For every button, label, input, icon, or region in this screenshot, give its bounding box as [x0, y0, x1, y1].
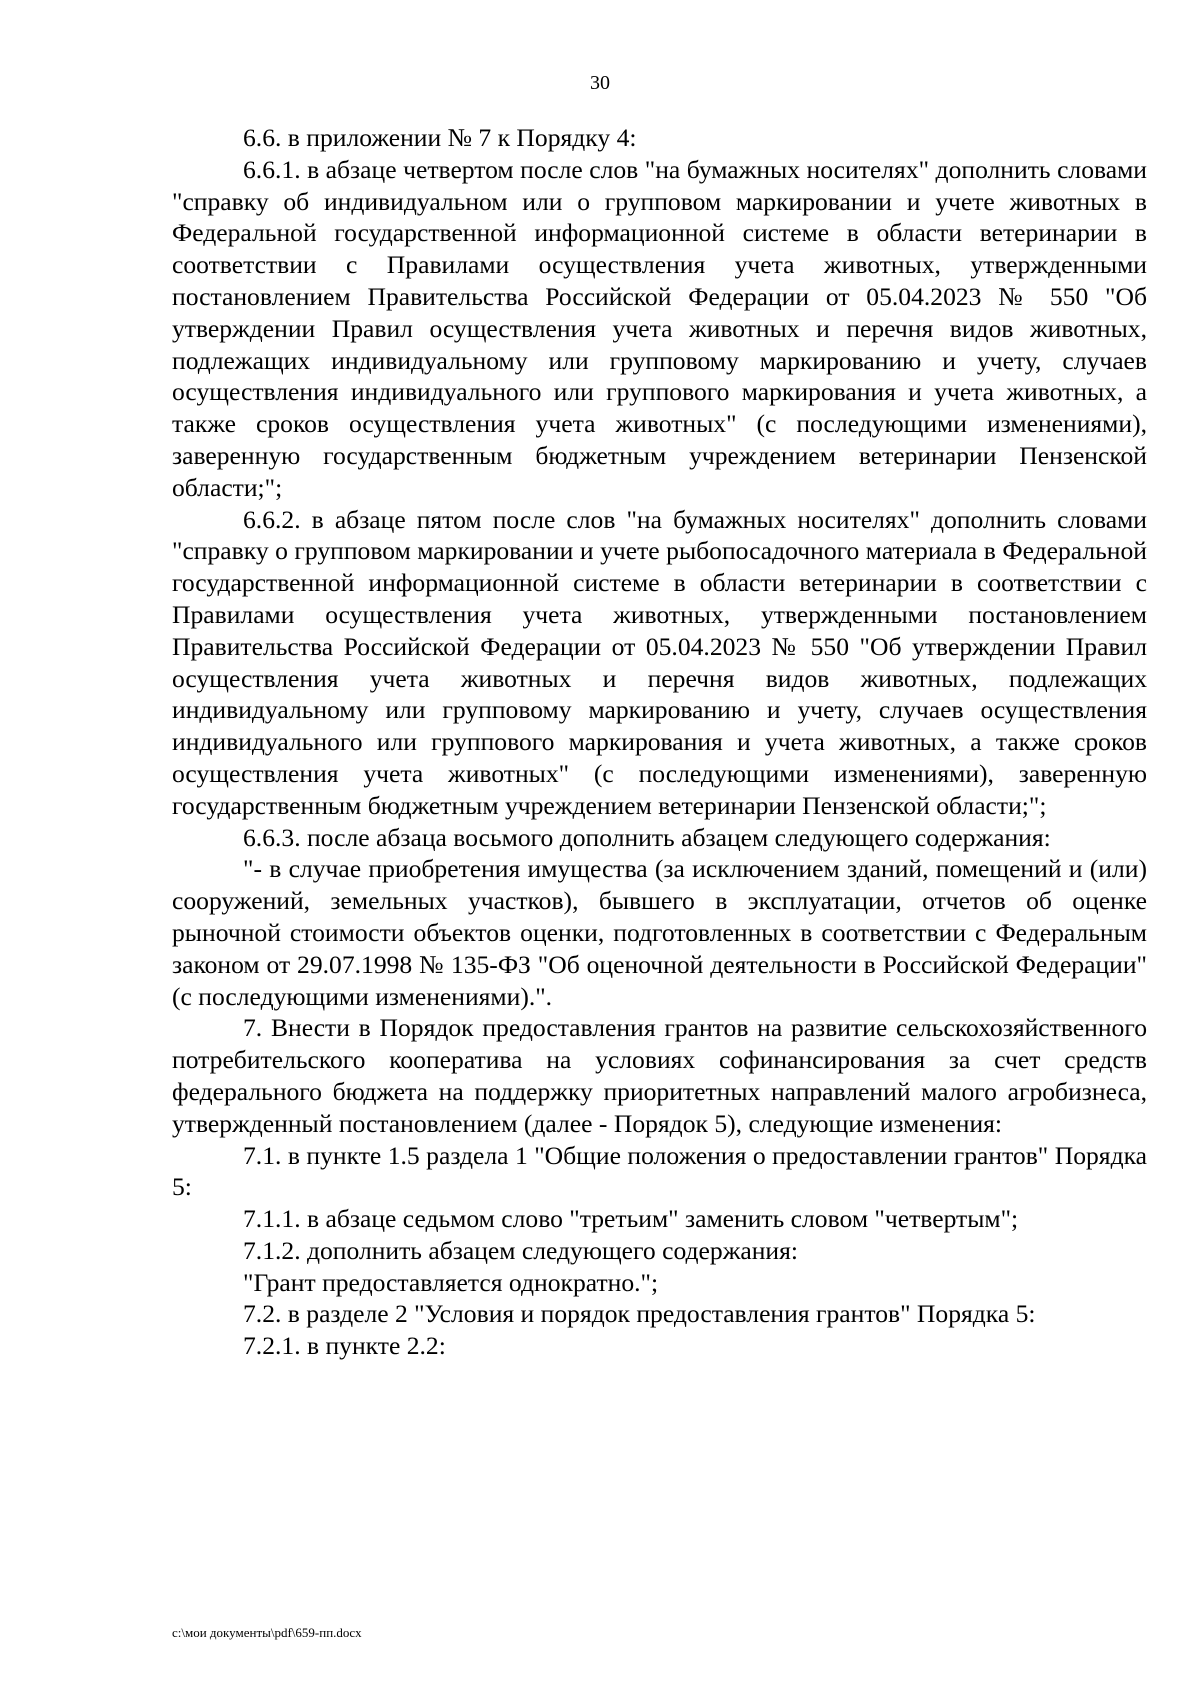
paragraph-6-6: 6.6. в приложении № 7 к Порядку 4:	[243, 123, 637, 152]
paragraph-7-2-1: 7.2.1. в пункте 2.2:	[243, 1331, 446, 1361]
document-body	[172, 122, 1147, 1362]
paragraph-6-6-3-insert: "- в случае приобретения имущества (за исключением зданий, помещений и (или) сооружений, земельных участков), бывшего в эксплуатации, отчетов об оценке рыночной стоимости объектов оценки, подготовленных в соответствии с Федеральным законом от 29.07.1998 № 135-ФЗ "Об оценочной деятельности в Российской Федерации" (с последующими изменениями).".	[172, 854, 1147, 1011]
paragraph-7: 7. Внести в Порядок предоставления грантов на развитие сельскохозяйственного потребительского кооператива на условиях софинансирования за счет средств федерального бюджета на поддержку приоритетных направлений малого агробизнеса, утвержденный постановлением (далее - Порядок 5), следующие изменения:	[172, 1013, 1147, 1138]
paragraph-6-6-3: 6.6.3. после абзаца восьмого дополнить абзацем следующего содержания:	[243, 822, 1051, 852]
paragraph-7-1-2: 7.1.2. дополнить абзацем следующего содержания:	[243, 1235, 799, 1265]
paragraph-7-1-2-insert: "Грант предоставляется однократно.";	[243, 1267, 659, 1297]
footer-file-path: c:\мои документы\pdf\659-пп.docx	[172, 1625, 362, 1640]
paragraph-6-6-1: 6.6.1. в абзаце четвертом после слов "на бумажных носителях" дополнить словами "справку об индивидуальном или о групповом маркировании и учете животных в Федеральной государственной информационной системе в области ветеринарии в соответствии с Правилами осуществления учета животных, утвержденными постановлением Правительства Российской Федерации от 05.04.2023 № 550 "Об утверждении Правил осуществления учета животных и перечня видов животных, подлежащих индивидуальному или групповому маркированию и учету, случаев осуществления индивидуального или группового маркирования и учета животных, а также сроков осуществления учета животных" (с последующими изменениями), заверенную государственным бюджетным учреждением ветеринарии Пензенской области;";	[172, 154, 1147, 502]
paragraph-7-1-1: 7.1.1. в абзаце седьмом слово "третьим" заменить словом "четвертым";	[243, 1204, 1019, 1234]
paragraph-6-6-2: 6.6.2. в абзаце пятом после слов "на бумажных носителях" дополнить словами "справку о групповом маркировании и учете рыбопосадочного материала в Федеральной государственной информационной системе в области ветеринарии в соответствии с Правилами осуществления учета животных, утвержденными постановлением Правительства Российской Федерации от 05.04.2023 № 550 "Об утверждении Правил осуществления учета животных и перечня видов животных, подлежащих индивидуальному или групповому маркированию и учету, случаев осуществления индивидуального или группового маркирования и учета животных, а также сроков осуществления учета животных" (с последующими изменениями), заверенную государственным бюджетным учреждением ветеринарии Пензенской области;";	[172, 504, 1147, 820]
page-number: 30	[590, 72, 610, 94]
paragraph-7-2: 7.2. в разделе 2 "Условия и порядок предоставления грантов" Порядка 5:	[243, 1299, 1036, 1329]
paragraph-7-1: 7.1. в пункте 1.5 раздела 1 "Общие положения о предоставлении грантов" Порядка 5:	[172, 1140, 1147, 1202]
